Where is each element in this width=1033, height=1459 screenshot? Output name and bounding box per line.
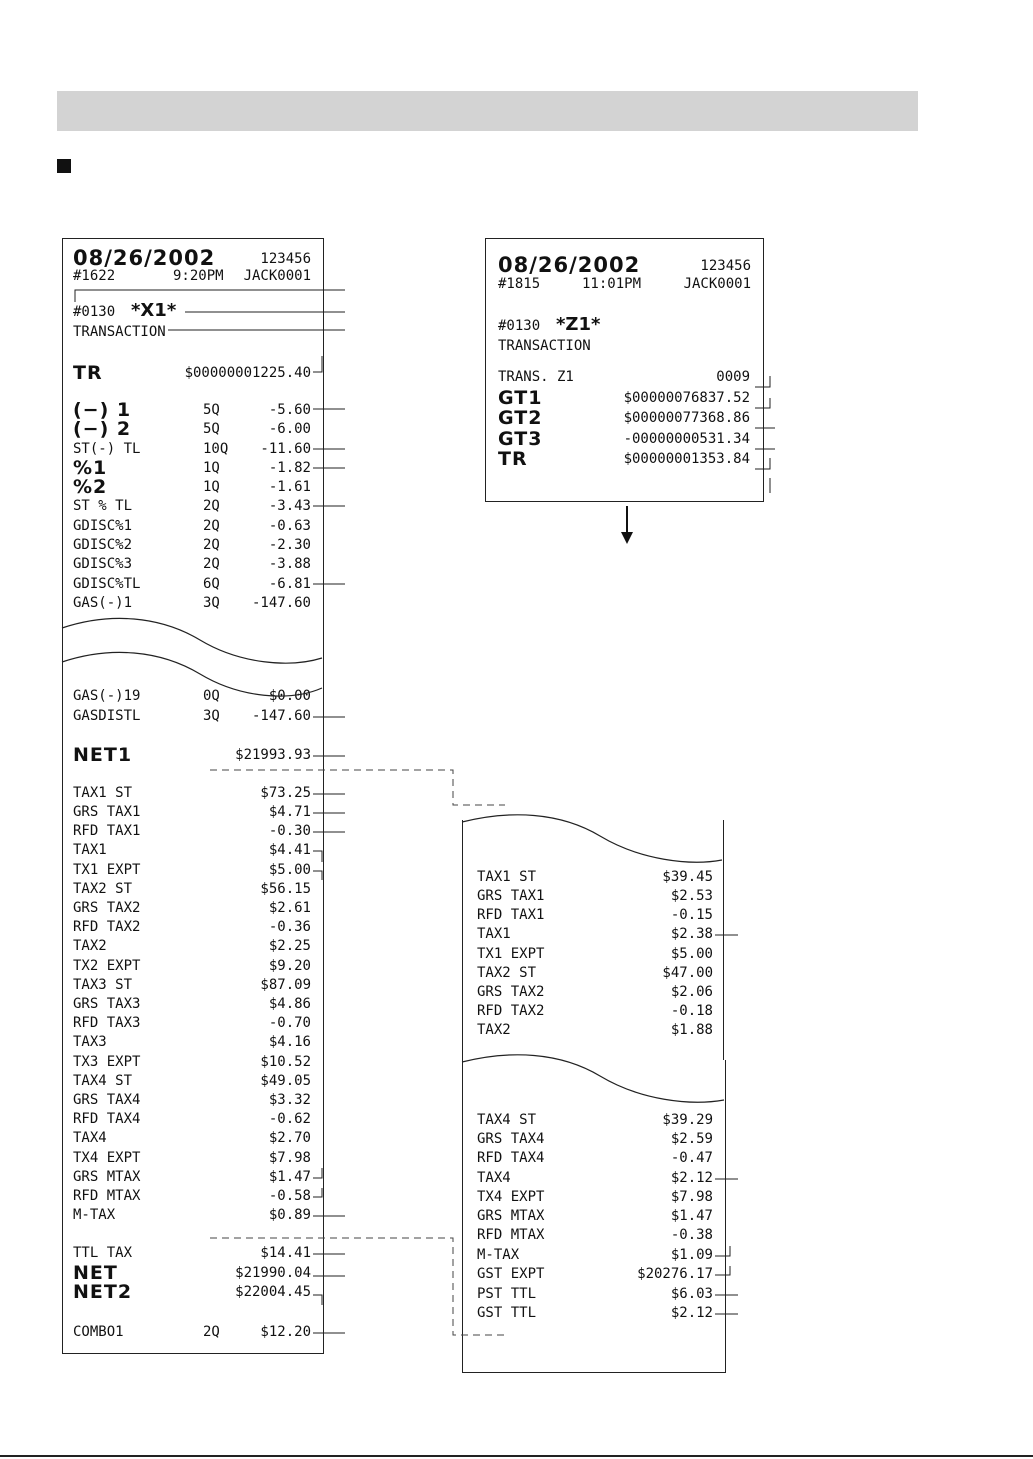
row-amount: -0.38 [670,1227,713,1243]
row-amount: $4.41 [268,842,311,858]
row-label: GRS TAX1 [73,804,141,820]
row-amount: -1.82 [268,460,311,476]
row-label: TAX2 ST [73,881,133,897]
row-quantity: 2Q [203,518,220,534]
row-amount: -6.00 [268,421,311,437]
row-amount: $49.05 [260,1073,311,1089]
row-label: RFD TAX1 [477,907,545,923]
row-label: TAX3 ST [73,977,133,993]
row-amount: 0009 [716,369,750,385]
row-quantity: 6Q [203,576,220,592]
row-amount: -0.15 [670,907,713,923]
row-label: NET1 [73,744,133,766]
row-label: GT1 [498,387,543,409]
receipt-x-clerk: JACK0001 [243,268,311,284]
row-amount: -3.43 [268,498,311,514]
row-label: GDISC%3 [73,556,133,572]
row-label: TX3 EXPT [73,1054,141,1070]
row-label: GRS MTAX [477,1208,545,1224]
row-amount: $7.98 [268,1150,311,1166]
receipt-z-time: 11:01PM [582,276,642,292]
row-amount: $21990.04 [235,1265,311,1281]
row-label: TAX2 [73,938,107,954]
row-label: RFD TAX3 [73,1015,141,1031]
row-amount: $22004.45 [235,1284,311,1300]
row-label: TAX2 ST [477,965,537,981]
row-amount: $2.12 [670,1305,713,1321]
row-amount: -00000000531.34 [623,431,750,447]
row-label: (−) 2 [73,418,132,440]
row-amount: $2.12 [670,1170,713,1186]
row-quantity: 2Q [203,537,220,553]
row-label: TAX4 ST [477,1112,537,1128]
row-label: %1 [73,457,108,479]
row-amount: -147.60 [251,595,311,611]
row-label: %2 [73,476,108,498]
row-amount: $2.61 [268,900,311,916]
row-label: GRS TAX2 [73,900,141,916]
receipt-x-consec-no: #1622 [73,268,116,284]
row-amount: $1.09 [670,1247,713,1263]
row-quantity: 2Q [203,556,220,572]
receipt-x-report-title: TRANSACTION [73,324,166,340]
row-label: RFD TAX2 [73,919,141,935]
row-quantity: 5Q [203,421,220,437]
row-amount: -1.61 [268,479,311,495]
row-label: RFD TAX1 [73,823,141,839]
row-amount: $0.00 [268,688,311,704]
row-label: TX1 EXPT [477,946,545,962]
row-amount: $2.53 [670,888,713,904]
row-label: ST(-) TL [73,441,141,457]
receipt-z-mode-label: *Z1* [556,314,601,335]
row-amount: $00000001225.40 [184,365,311,381]
row-quantity: 2Q [203,498,220,514]
dashed-connector [210,1238,505,1335]
row-amount: $10.52 [260,1054,311,1070]
row-label: GDISC%TL [73,576,141,592]
tear-edge [462,1055,724,1102]
row-amount: -0.70 [268,1015,311,1031]
receipt-z-machine-no: 123456 [700,258,751,274]
row-label: TAX4 ST [73,1073,133,1089]
row-amount: -0.47 [670,1150,713,1166]
row-label: RFD MTAX [477,1227,545,1243]
row-amount: $39.45 [662,869,713,885]
row-amount: -11.60 [260,441,311,457]
row-label: GRS TAX1 [477,888,545,904]
row-amount: -2.30 [268,537,311,553]
row-quantity: 3Q [203,595,220,611]
row-amount: $2.06 [670,984,713,1000]
row-amount: $00000076837.52 [623,390,750,406]
row-amount: -147.60 [251,708,311,724]
row-label: (−) 1 [73,399,132,421]
row-amount: $2.25 [268,938,311,954]
row-label: TX4 EXPT [477,1189,545,1205]
leader-lines [75,290,775,1333]
row-label: GST EXPT [477,1266,545,1282]
row-amount: $4.86 [268,996,311,1012]
row-label: RFD TAX2 [477,1003,545,1019]
row-amount: $14.41 [260,1245,311,1261]
row-label: GRS TAX2 [477,984,545,1000]
row-amount: -0.36 [268,919,311,935]
row-amount: -0.30 [268,823,311,839]
row-amount: $00000001353.84 [623,451,750,467]
row-label: TAX1 [477,926,511,942]
row-amount: -3.88 [268,556,311,572]
row-label: M-TAX [73,1207,116,1223]
row-label: GT3 [498,428,543,450]
row-amount: $2.59 [670,1131,713,1147]
receipt-x-machine-no: 123456 [260,251,311,267]
down-arrow-icon [621,506,633,546]
tear-edge [62,618,322,663]
row-amount: $21993.93 [235,747,311,763]
receipt-z-report-no: #0130 [498,318,541,334]
row-amount: $20276.17 [637,1266,713,1282]
row-amount: $1.47 [670,1208,713,1224]
row-amount: $00000077368.86 [623,410,750,426]
row-label: TX4 EXPT [73,1150,141,1166]
row-label: GASDISTL [73,708,141,724]
receipt-x-mode-label: *X1* [131,300,177,321]
row-amount: $4.16 [268,1034,311,1050]
row-label: TAX1 ST [73,785,133,801]
receipt-x-date: 08/26/2002 [73,246,216,270]
row-label: PST TTL [477,1286,537,1302]
row-label: RFD TAX4 [477,1150,545,1166]
row-quantity: 0Q [203,688,220,704]
row-label: TAX1 [73,842,107,858]
row-label: GAS(-)19 [73,688,141,704]
row-label: ST % TL [73,498,133,514]
receipt-z-consec-no: #1815 [498,276,541,292]
row-label: GAS(-)1 [73,595,133,611]
row-label: TAX4 [477,1170,511,1186]
row-amount: $2.38 [670,926,713,942]
row-amount: $5.00 [670,946,713,962]
row-label: NET [73,1262,118,1284]
receipt-z-report-title: TRANSACTION [498,338,591,354]
row-label: GRS MTAX [73,1169,141,1185]
row-label: TAX3 [73,1034,107,1050]
receipt-x-time: 9:20PM [173,268,224,284]
row-label: TTL TAX [73,1245,133,1261]
row-amount: $87.09 [260,977,311,993]
row-label: TR [498,448,528,470]
tear-edge [462,815,722,862]
row-label: GT2 [498,407,543,429]
row-amount: $4.71 [268,804,311,820]
row-amount: $47.00 [662,965,713,981]
row-amount: $5.00 [268,862,311,878]
row-amount: -6.81 [268,576,311,592]
row-label: GST TTL [477,1305,537,1321]
dashed-connector [210,770,505,805]
row-amount: $6.03 [670,1286,713,1302]
row-label: TR [73,362,103,384]
row-amount: -0.63 [268,518,311,534]
row-label: M-TAX [477,1247,520,1263]
row-amount: -5.60 [268,402,311,418]
row-amount: $1.88 [670,1022,713,1038]
receipt-z-clerk: JACK0001 [683,276,751,292]
row-label: GRS TAX3 [73,996,141,1012]
row-quantity: 5Q [203,402,220,418]
row-label: GRS TAX4 [477,1131,545,1147]
row-amount: $56.15 [260,881,311,897]
row-quantity: 3Q [203,708,220,724]
row-label: TRANS. Z1 [498,369,574,385]
row-amount: -0.62 [268,1111,311,1127]
row-quantity: 1Q [203,479,220,495]
row-quantity: 2Q [203,1324,220,1340]
receipt-x-report-no: #0130 [73,304,116,320]
row-amount: -0.18 [670,1003,713,1019]
row-amount: -0.58 [268,1188,311,1204]
row-amount: $7.98 [670,1189,713,1205]
row-label: TAX2 [477,1022,511,1038]
row-amount: $2.70 [268,1130,311,1146]
row-amount: $0.89 [268,1207,311,1223]
row-quantity: 10Q [203,441,229,457]
row-quantity: 1Q [203,460,220,476]
row-amount: $73.25 [260,785,311,801]
row-amount: $12.20 [260,1324,311,1340]
row-label: GDISC%1 [73,518,133,534]
row-amount: $1.47 [268,1169,311,1185]
row-label: TAX4 [73,1130,107,1146]
row-amount: $39.29 [662,1112,713,1128]
receipt-z-date: 08/26/2002 [498,253,641,277]
row-label: RFD MTAX [73,1188,141,1204]
row-label: GDISC%2 [73,537,133,553]
row-label: RFD TAX4 [73,1111,141,1127]
row-label: GRS TAX4 [73,1092,141,1108]
row-label: TX1 EXPT [73,862,141,878]
row-label: NET2 [73,1281,133,1303]
row-amount: $3.32 [268,1092,311,1108]
row-label: TX2 EXPT [73,958,141,974]
row-label: COMBO1 [73,1324,124,1340]
row-amount: $9.20 [268,958,311,974]
row-label: TAX1 ST [477,869,537,885]
